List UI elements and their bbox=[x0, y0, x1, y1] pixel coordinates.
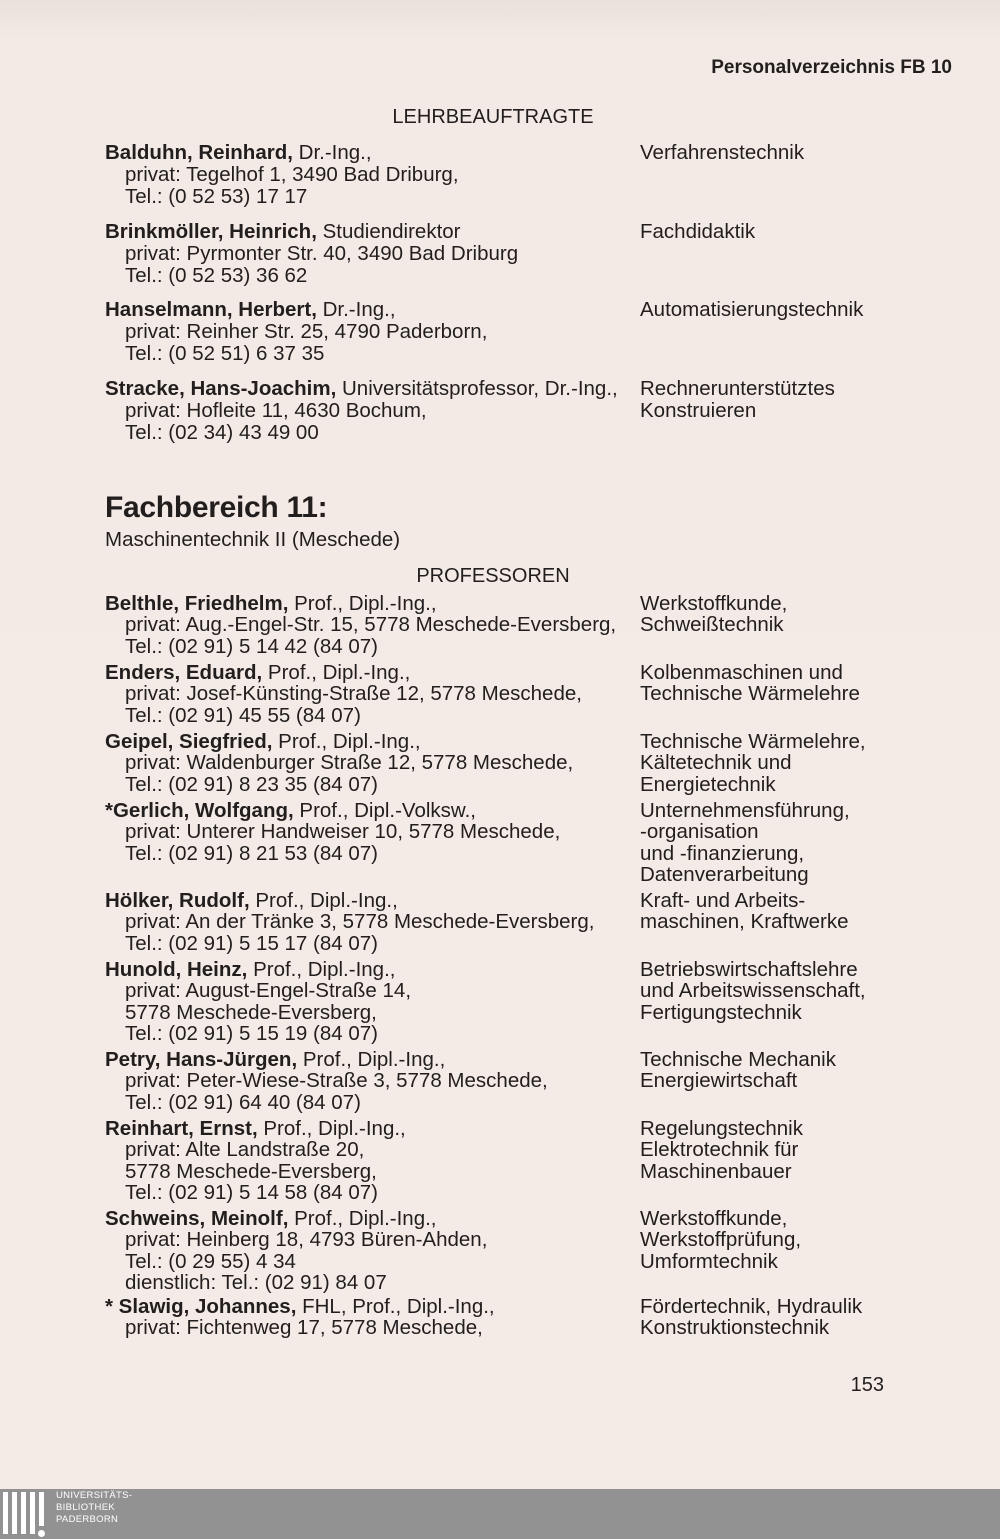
contact-line: Tel.: (02 91) 5 14 42 (84 07) bbox=[125, 634, 378, 658]
contact-line: privat: Fichtenweg 17, 5778 Meschede, bbox=[125, 1316, 483, 1340]
contact-line: privat: Unterer Handweiser 10, 5778 Meschede, bbox=[125, 820, 561, 844]
subject-area bbox=[640, 1118, 803, 1182]
subject-line: Fördertechnik, Hydraulik bbox=[640, 1295, 863, 1318]
library-bars-icon bbox=[0, 1489, 50, 1539]
contact-line: 5778 Meschede-Eversberg, bbox=[125, 1159, 377, 1183]
entry-heading-line bbox=[105, 142, 459, 164]
logo-line: BIBLIOTHEK bbox=[56, 1502, 115, 1513]
subject-line: Technische Wärmelehre, bbox=[640, 730, 866, 753]
subject-line: und -finanzierung, bbox=[640, 841, 805, 865]
logo-bar bbox=[39, 1492, 44, 1526]
contact-line: Tel.: (0 29 55) 4 34 bbox=[125, 1249, 296, 1273]
staff-name: Stracke, Hans-Joachim, bbox=[105, 377, 337, 400]
subject-area bbox=[640, 731, 866, 795]
contact-line: Tel.: (0 52 53) 36 62 bbox=[125, 264, 308, 287]
staff-title: Studiendirektor bbox=[322, 220, 461, 243]
staff-title: FHL, Prof., Dipl.-Ing., bbox=[302, 1295, 495, 1318]
subject-line: Betriebswirtschaftslehre bbox=[640, 958, 858, 981]
entry-heading-line bbox=[105, 662, 582, 683]
subject-line: Schweißtechnik bbox=[640, 613, 784, 637]
entry-contact bbox=[105, 299, 487, 365]
staff-title: Prof., Dipl.-Ing., bbox=[255, 889, 398, 912]
subject-area bbox=[640, 221, 755, 243]
staff-title: Dr.-Ing., bbox=[322, 298, 396, 321]
contact-line: privat: Hofleite 11, 4630 Bochum, bbox=[125, 399, 427, 422]
staff-title: Prof., Dipl.-Ing., bbox=[253, 958, 396, 981]
entry-contact bbox=[105, 890, 594, 954]
subject-line: -organisation bbox=[640, 820, 759, 844]
logo-bar bbox=[21, 1492, 26, 1534]
contact-line: Tel.: (0 52 53) 17 17 bbox=[125, 185, 308, 208]
entry-contact bbox=[105, 378, 618, 444]
entry-contact bbox=[105, 1208, 487, 1293]
subject-line: Fachdidaktik bbox=[640, 220, 756, 243]
entry-heading-line bbox=[105, 1208, 487, 1229]
subject-area bbox=[640, 299, 863, 321]
entry-contact bbox=[105, 800, 560, 864]
subject-line: Werkstoffkunde, bbox=[640, 1207, 788, 1230]
logo-dot bbox=[38, 1530, 45, 1537]
staff-name: Enders, Eduard, bbox=[105, 661, 263, 684]
subject-line: Automatisierungstechnik bbox=[640, 298, 864, 321]
staff-title: Prof., Dipl.-Ing., bbox=[302, 1048, 446, 1071]
subject-line: Technische Mechanik bbox=[640, 1048, 836, 1071]
section-heading-lehrbeauftragte: LEHRBEAUFTRAGTE bbox=[392, 106, 594, 128]
library-logo-text bbox=[56, 1490, 132, 1526]
entry-heading-line bbox=[105, 299, 487, 321]
staff-title: Prof., Dipl.-Ing., bbox=[267, 661, 411, 684]
entry-heading-line bbox=[105, 1296, 495, 1317]
contact-line: Tel.: (02 91) 45 55 (84 07) bbox=[125, 703, 361, 727]
contact-line: privat: Josef-Künsting-Straße 12, 5778 Meschede, bbox=[125, 682, 582, 706]
subject-line: Technische Wärmelehre bbox=[640, 682, 860, 706]
department-title: Fachbereich 11: bbox=[105, 491, 328, 524]
staff-name: Hölker, Rudolf, bbox=[105, 889, 250, 912]
subject-line: Werkstoffprüfung, bbox=[640, 1228, 802, 1252]
entry-contact bbox=[105, 731, 573, 795]
subject-line: Konstruktionstechnik bbox=[640, 1316, 830, 1340]
entry-contact bbox=[105, 959, 411, 1044]
staff-name: Petry, Hans-Jürgen, bbox=[105, 1048, 298, 1071]
subject-line: Regelungstechnik bbox=[640, 1117, 803, 1140]
logo-bar bbox=[12, 1492, 17, 1534]
subject-area bbox=[640, 959, 866, 1023]
subject-line: und Arbeitswissenschaft, bbox=[640, 979, 866, 1003]
contact-line: privat: August-Engel-Straße 14, bbox=[125, 979, 412, 1003]
library-footer-bar bbox=[0, 1489, 1000, 1539]
entry-contact bbox=[105, 1296, 495, 1339]
logo-line: UNIVERSITÄTS- bbox=[56, 1490, 133, 1501]
contact-line: privat: Alte Landstraße 20, bbox=[125, 1138, 365, 1162]
subject-line: Kraft- und Arbeits- bbox=[640, 889, 806, 912]
subject-line: Energietechnik bbox=[640, 772, 776, 796]
subject-line: Unternehmensführung, bbox=[640, 799, 850, 822]
subject-line: Kolbenmaschinen und bbox=[640, 661, 843, 684]
staff-name: *Gerlich, Wolfgang, bbox=[105, 799, 294, 822]
subject-line: Kältetechnik und bbox=[640, 751, 792, 775]
contact-line: Tel.: (02 91) 5 15 19 (84 07) bbox=[125, 1021, 378, 1045]
staff-title: Universitätsprofessor, Dr.-Ing., bbox=[342, 377, 618, 400]
staff-title: Prof., Dipl.-Ing., bbox=[263, 1117, 406, 1140]
entry-contact bbox=[105, 1118, 406, 1203]
contact-line: Tel.: (02 34) 43 49 00 bbox=[125, 421, 319, 444]
entry-contact bbox=[105, 221, 518, 287]
staff-name: Brinkmöller, Heinrich, bbox=[105, 220, 317, 243]
subject-line: Datenverarbeitung bbox=[640, 862, 809, 886]
staff-name: Schweins, Meinolf, bbox=[105, 1207, 289, 1230]
entry-heading-line bbox=[105, 593, 616, 614]
staff-name: Belthle, Friedhelm, bbox=[105, 592, 289, 615]
contact-line: Tel.: (02 91) 5 14 58 (84 07) bbox=[125, 1180, 378, 1204]
subject-area bbox=[640, 378, 835, 422]
entry-heading-line bbox=[105, 890, 594, 911]
subject-area bbox=[640, 1208, 801, 1272]
entry-heading-line bbox=[105, 1118, 406, 1139]
logo-bar bbox=[30, 1492, 35, 1534]
logo-bar bbox=[3, 1492, 8, 1534]
contact-line: privat: An der Tränke 3, 5778 Meschede-Eversberg, bbox=[125, 910, 595, 934]
entry-heading-line bbox=[105, 378, 618, 400]
staff-title: Dr.-Ing., bbox=[298, 141, 372, 164]
entry-contact bbox=[105, 662, 582, 726]
subject-area bbox=[640, 593, 787, 636]
staff-title: Prof., Dipl.-Ing., bbox=[278, 730, 421, 753]
running-title: Personalverzeichnis FB 10 bbox=[711, 57, 952, 78]
staff-name: Reinhart, Ernst, bbox=[105, 1117, 258, 1140]
entry-heading-line bbox=[105, 1049, 548, 1070]
staff-name: Geipel, Siegfried, bbox=[105, 730, 273, 753]
contact-line: privat: Tegelhof 1, 3490 Bad Driburg, bbox=[125, 163, 459, 186]
contact-line: privat: Reinher Str. 25, 4790 Paderborn, bbox=[125, 320, 488, 343]
logo-line: PADERBORN bbox=[56, 1514, 119, 1525]
entry-heading-line bbox=[105, 959, 411, 980]
staff-name: Hanselmann, Herbert, bbox=[105, 298, 317, 321]
contact-line: privat: Waldenburger Straße 12, 5778 Meschede, bbox=[125, 751, 574, 775]
contact-line: privat: Peter-Wiese-Straße 3, 5778 Meschede, bbox=[125, 1069, 548, 1093]
contact-line: Tel.: (02 91) 8 21 53 (84 07) bbox=[125, 841, 378, 865]
staff-name: Hunold, Heinz, bbox=[105, 958, 248, 981]
contact-line: Tel.: (02 91) 64 40 (84 07) bbox=[125, 1090, 361, 1114]
entry-heading-line bbox=[105, 800, 560, 821]
subject-line: Umformtechnik bbox=[640, 1249, 778, 1273]
contact-line: privat: Aug.-Engel-Str. 15, 5778 Meschede-Eversberg, bbox=[125, 613, 617, 637]
entry-heading-line bbox=[105, 731, 573, 752]
subject-area bbox=[640, 800, 850, 885]
subject-area bbox=[640, 1296, 862, 1339]
contact-line: privat: Heinberg 18, 4793 Büren-Ahden, bbox=[125, 1228, 488, 1252]
entry-heading-line bbox=[105, 221, 518, 243]
subject-line: Maschinenbauer bbox=[640, 1159, 792, 1183]
subject-line: Rechnerunterstütztes bbox=[640, 377, 835, 400]
subject-line: Fertigungstechnik bbox=[640, 1000, 802, 1024]
subject-line: Konstruieren bbox=[640, 399, 757, 422]
staff-title: Prof., Dipl.-Ing., bbox=[294, 592, 437, 615]
entry-contact bbox=[105, 593, 616, 657]
staff-name: Balduhn, Reinhard, bbox=[105, 141, 293, 164]
subject-line: Energiewirtschaft bbox=[640, 1069, 798, 1093]
page-number: 153 bbox=[850, 1374, 884, 1396]
section-heading-professoren: PROFESSOREN bbox=[416, 565, 570, 587]
subject-area bbox=[640, 662, 860, 705]
subject-line: Verfahrenstechnik bbox=[640, 141, 805, 164]
contact-line: privat: Pyrmonter Str. 40, 3490 Bad Driburg bbox=[125, 242, 519, 265]
contact-line: 5778 Meschede-Eversberg, bbox=[125, 1000, 377, 1024]
subject-area bbox=[640, 142, 804, 164]
staff-title: Prof., Dipl.-Ing., bbox=[294, 1207, 437, 1230]
entry-contact bbox=[105, 1049, 548, 1113]
subject-area bbox=[640, 890, 849, 933]
contact-line: Tel.: (0 52 51) 6 37 35 bbox=[125, 342, 325, 365]
staff-name: * Slawig, Johannes, bbox=[105, 1295, 297, 1318]
entry-contact bbox=[105, 142, 459, 208]
contact-line: Tel.: (02 91) 8 23 35 (84 07) bbox=[125, 772, 378, 796]
staff-title: Prof., Dipl.-Volksw., bbox=[299, 799, 476, 822]
subject-line: maschinen, Kraftwerke bbox=[640, 910, 849, 934]
subject-line: Werkstoffkunde, bbox=[640, 592, 788, 615]
subject-area bbox=[640, 1049, 836, 1092]
contact-line: dienstlich: Tel.: (02 91) 84 07 bbox=[125, 1270, 387, 1294]
subject-line: Elektrotechnik für bbox=[640, 1138, 799, 1162]
contact-line: Tel.: (02 91) 5 15 17 (84 07) bbox=[125, 931, 378, 955]
department-subtitle: Maschinentechnik II (Meschede) bbox=[105, 528, 401, 551]
